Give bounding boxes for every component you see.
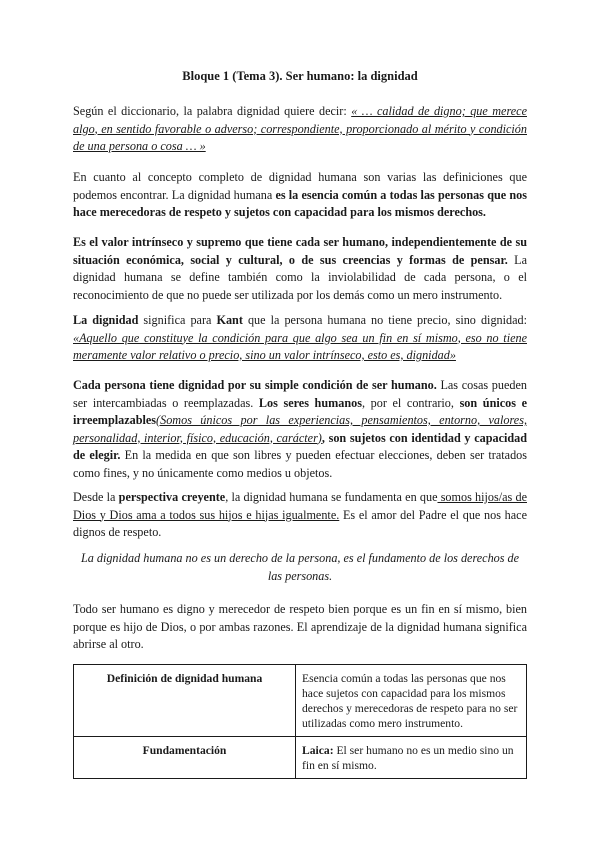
paragraph-unique-persons	[73, 377, 527, 482]
unique-quote: (Somos únicos por las experiencias, pensamientos, entorno, valores, personalidad, interior, físico, educación, carácter)	[73, 413, 527, 445]
paragraph-conclusion: Todo ser humano es digno y merecedor de respeto bien porque es un fin en sí mismo, bien porque es hijo de Dios, o por ambas razones. El aprendizaje de la dignidad humana significa abrirse al otro.	[73, 602, 527, 651]
row-header-definition: Definición de dignidad humana	[74, 665, 296, 737]
foundation-bold: Laica:	[302, 744, 334, 757]
unique-text-1: Las cosas pueden ser intercambiadas o reemplazadas.	[73, 378, 527, 410]
unique-bold-3: son únicos e irreemplazables	[73, 395, 527, 427]
paragraph-definition	[73, 103, 527, 156]
foundation-text: El ser humano no es un medio sino un fin en sí mismo.	[302, 744, 514, 772]
paragraph-kant	[73, 312, 527, 365]
believer-underline: somos hijos/as de Dios y Dios ama a todos sus hijos e hijas igualmente.	[73, 490, 527, 522]
unique-bold-4: , son sujetos con identidad y capacidad de elegir.	[73, 430, 528, 462]
dignity-table	[73, 664, 527, 779]
paragraph-believer	[73, 489, 527, 542]
unique-bold-2: Los seres humanos	[258, 395, 362, 410]
kant-quote: «Aquello que constituye la condición para que algo sea un fin en sí mismo, eso no tiene meramente valor relativo o precio, sino un valor intrínseco, esto es, dignidad»	[73, 330, 527, 362]
italic-statement: La dignidad humana no es un derecho de la persona, es el fundamento de los derechos de las personas.	[80, 551, 520, 583]
row-header-foundation: Fundamentación	[74, 737, 296, 779]
dictionary-quote: « … calidad de digno; que merece algo, en sentido favorable o adverso; correspondiente, proporcionado al mérito y condición de una persona o cosa … »	[73, 104, 527, 153]
intrinsic-text: La dignidad humana se define también como la inviolabilidad de cada persona, o el reconocimiento de que no puede ser utilizada por los demás como un mero instrumento.	[73, 252, 527, 302]
unique-text-3: En la medida en que son libres y pueden efectuar elecciones, deben ser tratados como fines, y no únicamente como medios u objetos.	[73, 448, 527, 480]
unique-text-2: , por el contrario,	[361, 395, 460, 410]
intrinsic-bold: Es el valor intrínseco y supremo que tiene cada ser humano, independientemente de su situación económica, social y cultural, o de sus creencias y formas de pensar.	[73, 235, 527, 267]
believer-text-2: , la dignidad humana se fundamenta en que	[225, 490, 438, 504]
kant-text-1: significa para	[138, 313, 217, 327]
believer-bold: perspectiva creyente	[118, 490, 226, 504]
unique-bold-1: Cada persona tiene dignidad por su simple condición de ser humano.	[73, 378, 437, 392]
row-value-foundation	[296, 737, 527, 779]
believer-text-1: Desde la	[73, 490, 119, 504]
kant-text-2: que la persona humana no tiene precio, sino dignidad:	[242, 313, 527, 327]
concept-bold: es la esencia común a todas las personas que nos hace merecedoras de respeto y sujetos con capacidad para los mismos derechos.	[73, 187, 527, 219]
concept-text: En cuanto al concepto completo de dignidad humana son varias las definiciones que podemos encontrar. La dignidad humana	[73, 170, 527, 202]
believer-text-3: Es el amor del Padre el que nos hace dignos de respeto.	[73, 507, 527, 539]
document-title: Bloque 1 (Tema 3). Ser humano: la dignidad	[182, 69, 418, 83]
definition-lead: Según el diccionario, la palabra dignidad quiere decir:	[73, 104, 352, 118]
paragraph-intrinsic-value	[73, 234, 527, 304]
paragraph-concept	[73, 169, 527, 222]
kant-bold-dignidad: La dignidad	[73, 313, 139, 327]
table-row	[74, 665, 527, 737]
table-row	[74, 737, 527, 779]
row-value-definition: Esencia común a todas las personas que nos hace sujetos con capacidad para los mismos derechos y merecedoras de respeto para no ser utilizadas como mero instrumento.	[296, 665, 527, 737]
kant-bold-name: Kant	[216, 313, 243, 327]
